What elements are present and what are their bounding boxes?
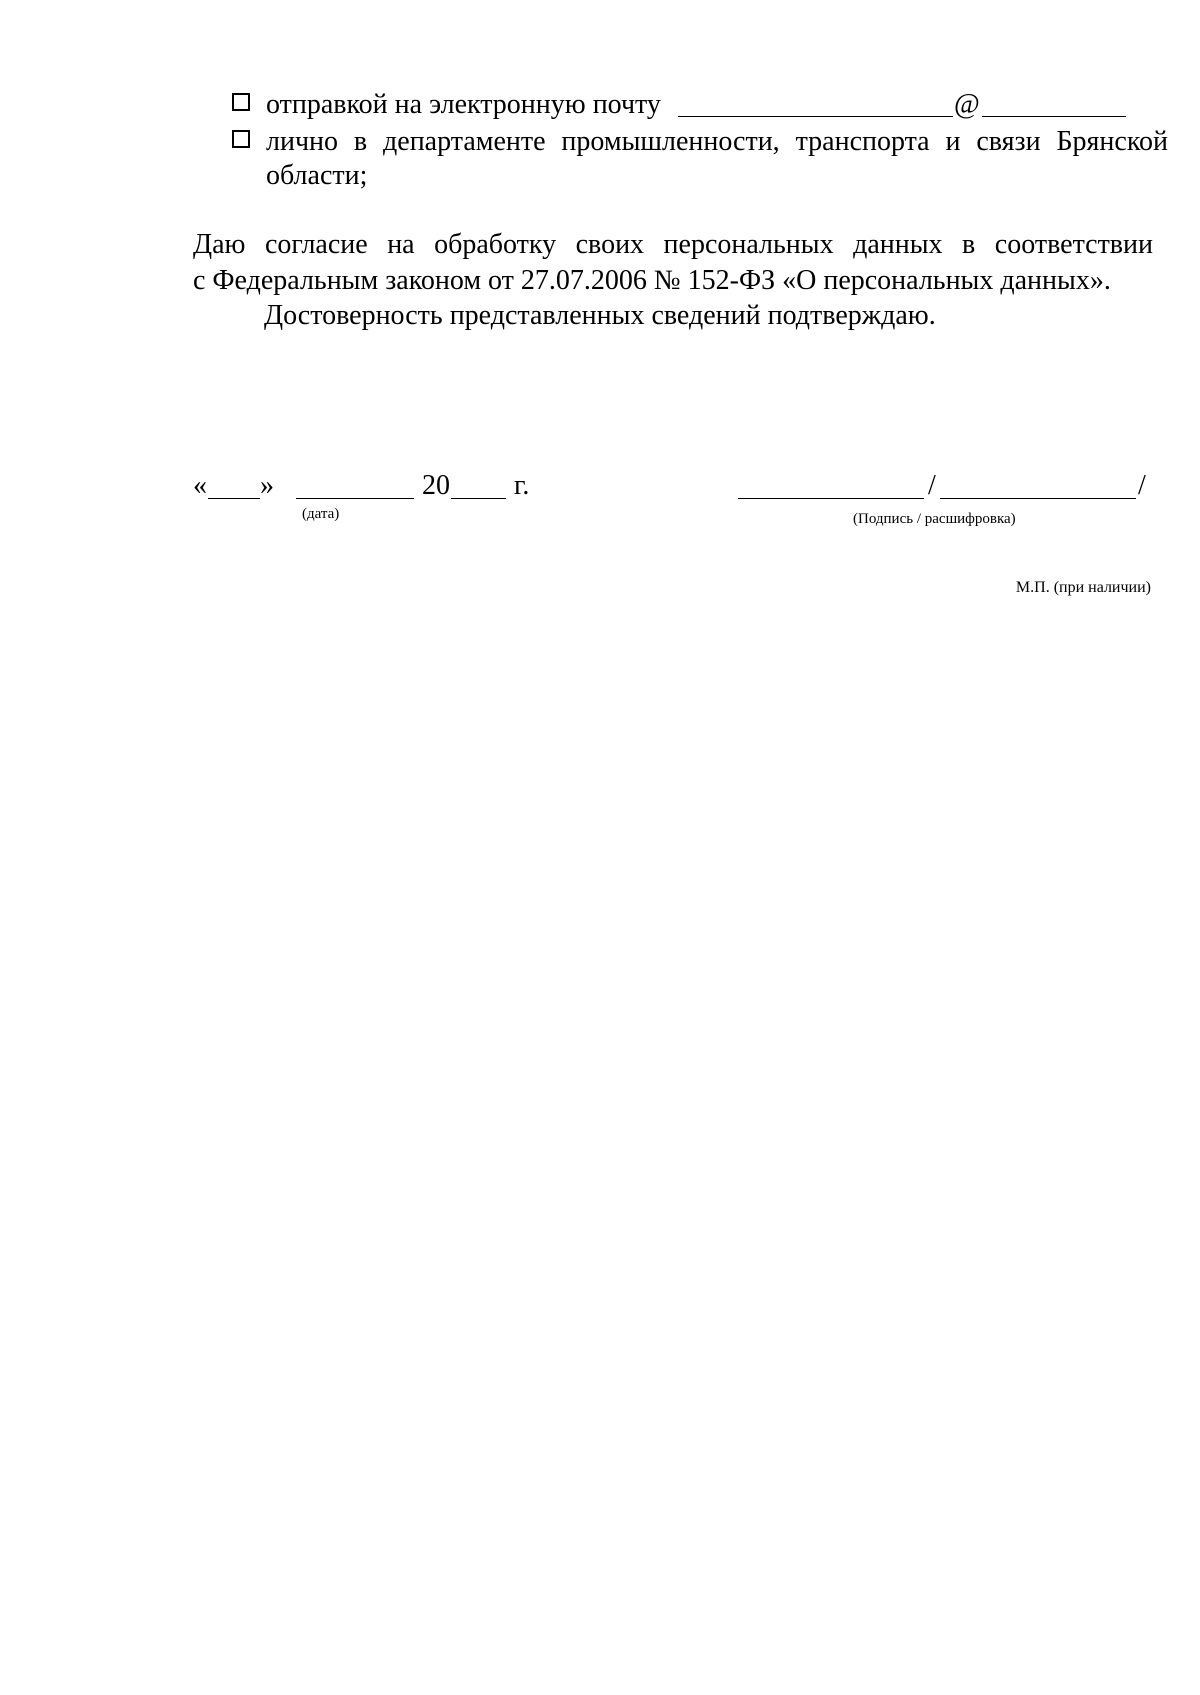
stamp-note: М.П. (при наличии)	[1015, 579, 1151, 596]
in-person-option-line1: лично в департаменте промышленности, транспорта и связи Брянской	[266, 126, 1168, 157]
date-year-field[interactable]	[451, 498, 506, 499]
date-close-quote: »	[260, 470, 274, 501]
signature-decoding-field[interactable]	[940, 498, 1136, 499]
consent-line-3: Достоверность представленных сведений подтверждаю.	[264, 300, 936, 331]
email-checkbox[interactable]	[232, 93, 250, 111]
date-caption: (дата)	[302, 506, 340, 522]
signature-slash-1: /	[928, 470, 936, 501]
date-day-field[interactable]	[208, 498, 260, 499]
signature-caption: (Подпись / расшифровка)	[853, 511, 1016, 527]
signature-field[interactable]	[738, 498, 924, 499]
date-open-quote: «	[193, 470, 207, 501]
in-person-checkbox[interactable]	[232, 130, 250, 148]
email-local-part-field[interactable]	[678, 116, 953, 117]
email-domain-field[interactable]	[982, 116, 1126, 117]
date-month-field[interactable]	[296, 498, 414, 499]
email-option-label: отправкой на электронную почту	[266, 89, 661, 120]
in-person-option-line2: области;	[266, 160, 368, 191]
signature-slash-2: /	[1138, 470, 1146, 501]
consent-line-1: Даю согласие на обработку своих персональных данных в соответствии	[193, 229, 1153, 260]
email-at-sign: @	[954, 89, 980, 120]
date-year-suffix: г.	[514, 470, 530, 501]
consent-line-2: с Федеральным законом от 27.07.2006 № 152-ФЗ «О персональных данных».	[193, 265, 1111, 296]
date-year-prefix: 20	[422, 470, 450, 501]
